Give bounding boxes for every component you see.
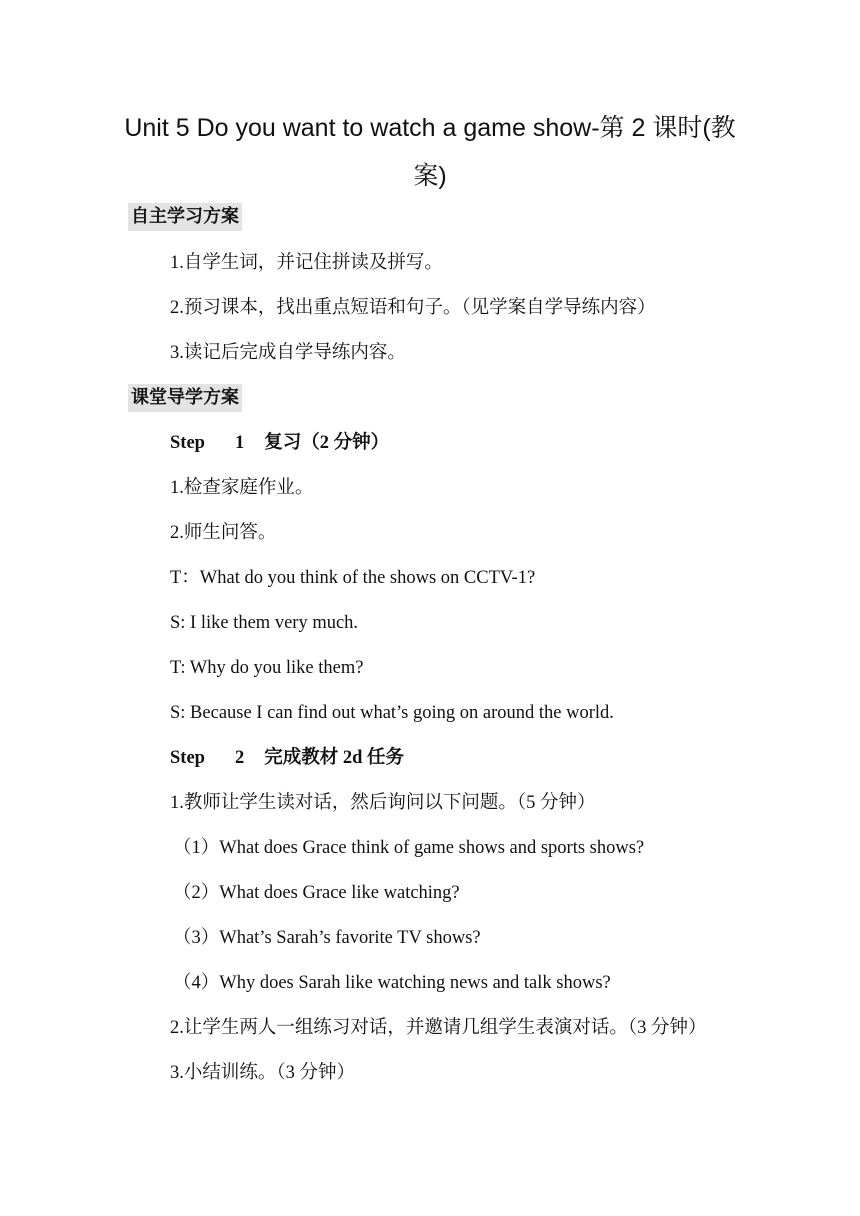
title-line-1: Unit 5 Do you want to watch a game show-第 2 课时(教 [124,114,736,142]
list-item: 1.自学生词，并记住拼读及拼写。 [170,253,443,273]
question-item: （2）What does Grace like watching? [173,883,460,903]
question-item: （3）What’s Sarah’s favorite TV shows? [173,928,481,948]
document-title [110,104,750,200]
question-item: （4）Why does Sarah like watching news and talk shows? [173,973,611,993]
list-item: 1.检查家庭作业。 [170,478,314,498]
dialogue-line: S: Because I can find out what’s going on around the world. [170,703,614,723]
step-label: Step [170,433,205,453]
section-heading-classroom: 课堂导学方案 [128,384,242,412]
dialogue-line: T: Why do you like them? [170,658,364,678]
list-item: 2.师生问答。 [170,523,277,543]
step-number: 2 [234,748,245,768]
step-label: Step [170,748,205,768]
dialogue-line: S: I like them very much. [170,613,359,633]
section-heading-self-study: 自主学习方案 [128,203,242,231]
dialogue-line: T：What do you think of the shows on CCTV-1? [170,568,536,588]
list-item: 3.小结训练。（3 分钟） [170,1063,356,1083]
list-item: 2.预习课本，找出重点短语和句子。（见学案自学导练内容） [170,298,656,318]
list-item: 3.读记后完成自学导练内容。 [170,343,406,363]
step-2-heading [170,745,404,771]
list-item: 2.让学生两人一组练习对话，并邀请几组学生表演对话。（3 分钟） [170,1018,707,1038]
step-title: 完成教材 2d 任务 [264,748,404,768]
step-number: 1 [234,433,245,453]
question-item: （1）What does Grace think of game shows and sports shows? [173,838,645,858]
list-item: 1.教师让学生读对话，然后询问以下问题。（5 分钟） [170,793,596,813]
title-line-2: 案) [413,162,447,190]
step-1-heading [170,430,389,456]
step-title: 复习（2 分钟） [264,433,390,453]
